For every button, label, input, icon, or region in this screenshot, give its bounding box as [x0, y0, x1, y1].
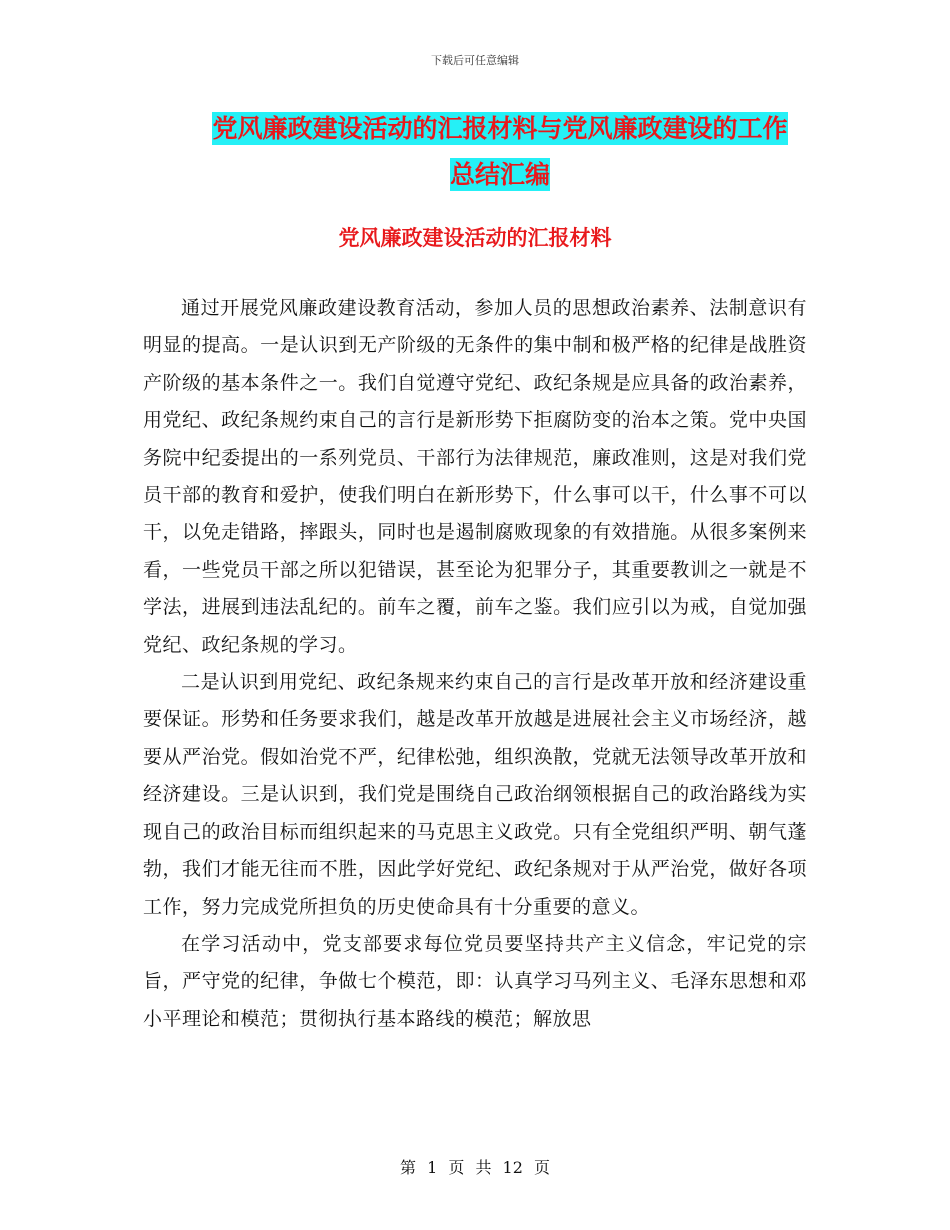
document-title-line-1: 党风廉政建设活动的汇报材料与党风廉政建设的工作: [212, 114, 788, 143]
body-paragraph-1: 通过开展党风廉政建设教育活动，参加人员的思想政治素养、法制意识有明显的提高。一是认识到无产阶级的无条件的集中制和极严格的纪律是战胜资产阶级的基本条件之一。我们自觉遵守党纪、政纪条规是应具备的政治素养，用党纪、政纪条规约束自己的言行是新形势下拒腐防变的治本之策。党中央国务院中纪委提出的一系列党员、干部行为法律规范，廉政准则，这是对我们党员干部的教育和爱护，使我们明白在新形势下，什么事可以干，什么事不可以干，以免走错路，摔跟头，同时也是遏制腐败现象的有效措施。从很多案例来看，一些党员干部之所以犯错误，甚至论为犯罪分子，其重要教训之一就是不学法，进展到违法乱纪的。前车之覆，前车之鉴。我们应引以为戒，自觉加强党纪、政纪条规的学习。: [143, 297, 807, 656]
body-paragraph-3: 在学习活动中，党支部要求每位党员要坚持共产主义信念，牢记党的宗旨，严守党的纪律，争做七个模范，即：认真学习马列主义、毛泽东思想和邓小平理论和模范；贯彻执行基本路线的模范；解放思: [143, 932, 807, 1030]
document-body: [143, 290, 807, 1038]
document-title: [140, 106, 860, 198]
document-title-line-2: 总结汇编: [449, 160, 550, 189]
page-header-note: 下载后可任意编辑: [431, 54, 519, 67]
body-paragraph-2: 二是认识到用党纪、政纪条规来约束自己的言行是改革开放和经济建设重要保证。形势和任务要求我们，越是改革开放越是进展社会主义市场经济，越要从严治党。假如治党不严，纪律松弛，组织涣散，党就无法领导改革开放和经济建设。三是认识到，我们党是围绕自己政治纲领根据自己的政治路线为实现自己的政治目标而组织起来的马克思主义政党。只有全党组织严明、朝气蓬勃，我们才能无往而不胜，因此学好党纪、政纪条规对于从严治党，做好各项工作，努力完成党所担负的历史使命具有十分重要的意义。: [143, 671, 807, 918]
page-number: 第 1 页 共 12 页: [400, 1158, 550, 1177]
section-title: 党风廉政建设活动的汇报材料: [338, 226, 612, 250]
